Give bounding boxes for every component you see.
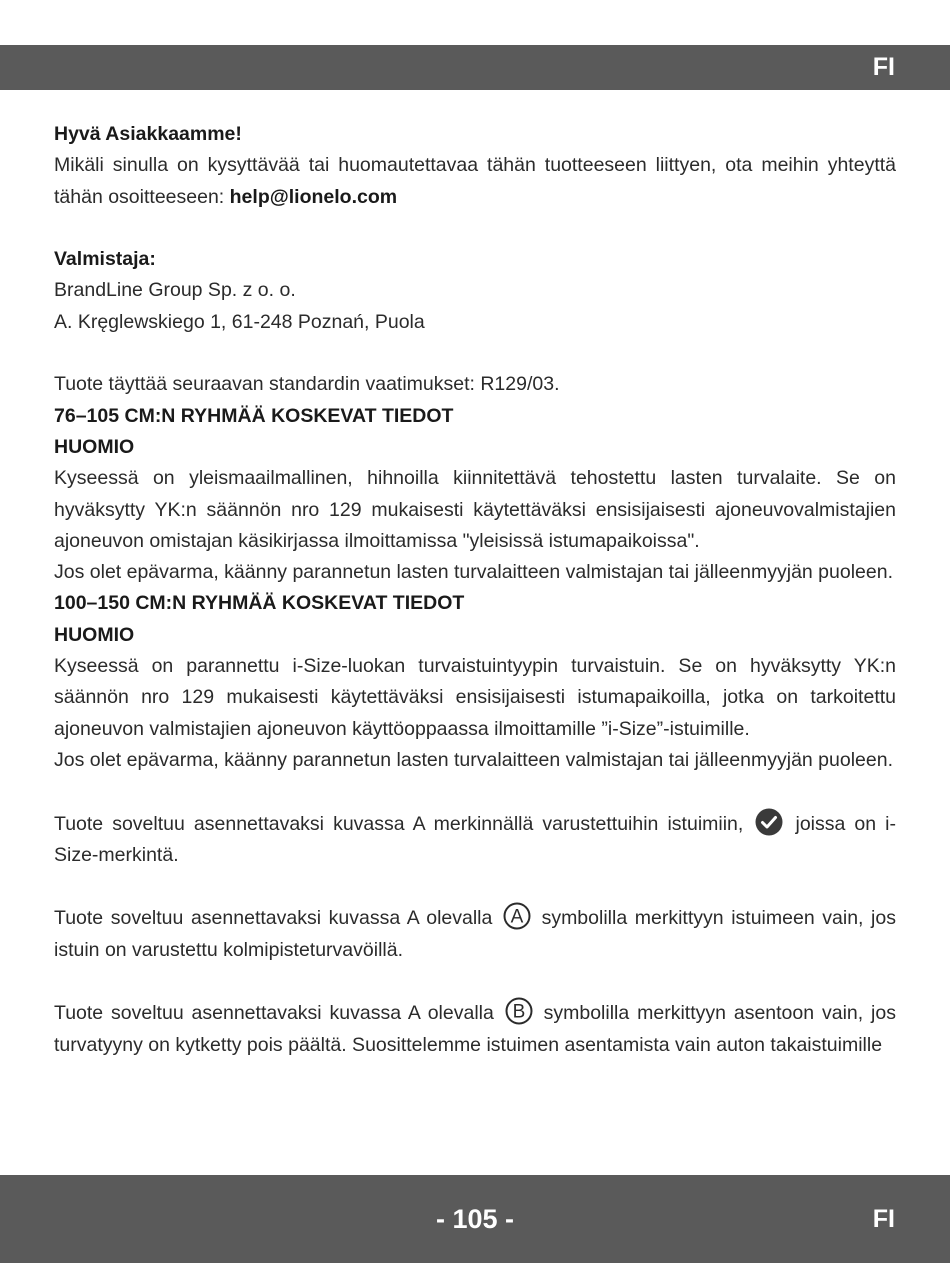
spacer: [54, 966, 896, 997]
page-number: - 105 -: [435, 1204, 515, 1234]
contact-paragraph: [54, 150, 896, 213]
install3-text-after: symbolilla merkittyyn asentoon vain, jos turvatyyny on kytketty pois päältä. Suosittelemme istuimen asentamista vain auton takaistuimille: [54, 1002, 896, 1056]
group2-heading: 100–150 CM:N RYHMÄÄ KOSKEVAT TIEDOT: [54, 592, 465, 615]
manufacturer-address: A. Kręglewskiego 1, 61-248 Poznań, Puola: [54, 310, 425, 333]
install2-text-before: Tuote soveltuu asennettavaksi kuvassa A olevalla: [54, 907, 500, 930]
install-paragraph-3: [54, 997, 896, 1061]
install1-text-after: joissa on i-Size-merkintä.: [54, 812, 897, 866]
svg-text:A: A: [510, 906, 524, 928]
spacer: [54, 213, 896, 244]
group2-paragraph-1: Kyseessä on parannettu i-Size-luokan turvaistuintyypin turvaistuin. Se on hyväksytty YK:n säännön nro 129 mukaisesti käytettäväksi ensisijaisesti istumapaikoilla, jotka on tarkoitettu ajoneuvon valmistajien ajoneuvon käyttöoppaassa ilmoittamille ”i-Size”-istuimille.: [54, 655, 896, 740]
footer-language-code: FI: [872, 1205, 895, 1233]
group1-paragraph-2: Jos olet epävarma, käänny parannetun lasten turvalaitteen valmistajan tai jälleenmyyjän puoleen.: [54, 561, 894, 584]
svg-text:B: B: [512, 1001, 526, 1023]
spacer: [54, 776, 896, 807]
greeting: Hyvä Asiakkaamme!: [54, 123, 242, 145]
circle-a-icon: [503, 902, 531, 930]
contact-text: Mikäli sinulla on kysyttävää tai huomautettavaa tähän tuotteeseen liittyen, ota meihin yhteyttä tähän osoitteeseen:: [54, 154, 896, 208]
check-circle-icon: [755, 808, 783, 836]
language-code: FI: [872, 53, 895, 81]
install-paragraph-2: [54, 902, 896, 966]
footer-bar: [0, 1175, 950, 1263]
install3-text-before: Tuote soveltuu asennettavaksi kuvassa A olevalla: [54, 1002, 502, 1025]
standard-text: Tuote täyttää seuraavan standardin vaatimukset: R129/03.: [54, 373, 560, 396]
group1-heading: 76–105 CM:N RYHMÄÄ KOSKEVAT TIEDOT: [54, 404, 454, 427]
manufacturer-heading: Valmistaja:: [54, 248, 156, 271]
circle-b-icon: [505, 997, 533, 1025]
install-paragraph-1: [54, 808, 896, 872]
group1-note-heading: HUOMIO: [54, 435, 135, 458]
spacer: [54, 871, 896, 902]
spacer: [54, 338, 896, 369]
install1-text-before: Tuote soveltuu asennettavaksi kuvassa A merkinnällä varustettuihin istuimiin,: [54, 812, 753, 835]
header-bar: [0, 45, 950, 90]
group2-paragraph-2: Jos olet epävarma, käänny parannetun lasten turvalaitteen valmistajan tai jälleenmyyjän puoleen.: [54, 748, 894, 771]
contact-email: help@lionelo.com: [229, 185, 398, 208]
install2-text-after: symbolilla merkittyyn istuimeen vain, jos istuin on varustettu kolmipisteturvavöillä.: [54, 907, 896, 961]
document-body: [54, 119, 896, 1061]
group1-paragraph-1: Kyseessä on yleismaailmallinen, hihnoilla kiinnitettävä tehostettu lasten turvalaite. Se on hyväksytty YK:n säännön nro 129 mukaisesti käytettäväksi ensisijaisesti ajoneuvovalmistajien ajoneuvon omistajan käsikirjassa ilmoittamissa "yleisissä istumapaikoissa".: [54, 467, 896, 552]
manufacturer-name: BrandLine Group Sp. z o. o.: [54, 279, 296, 302]
group2-note-heading: HUOMIO: [54, 623, 135, 646]
